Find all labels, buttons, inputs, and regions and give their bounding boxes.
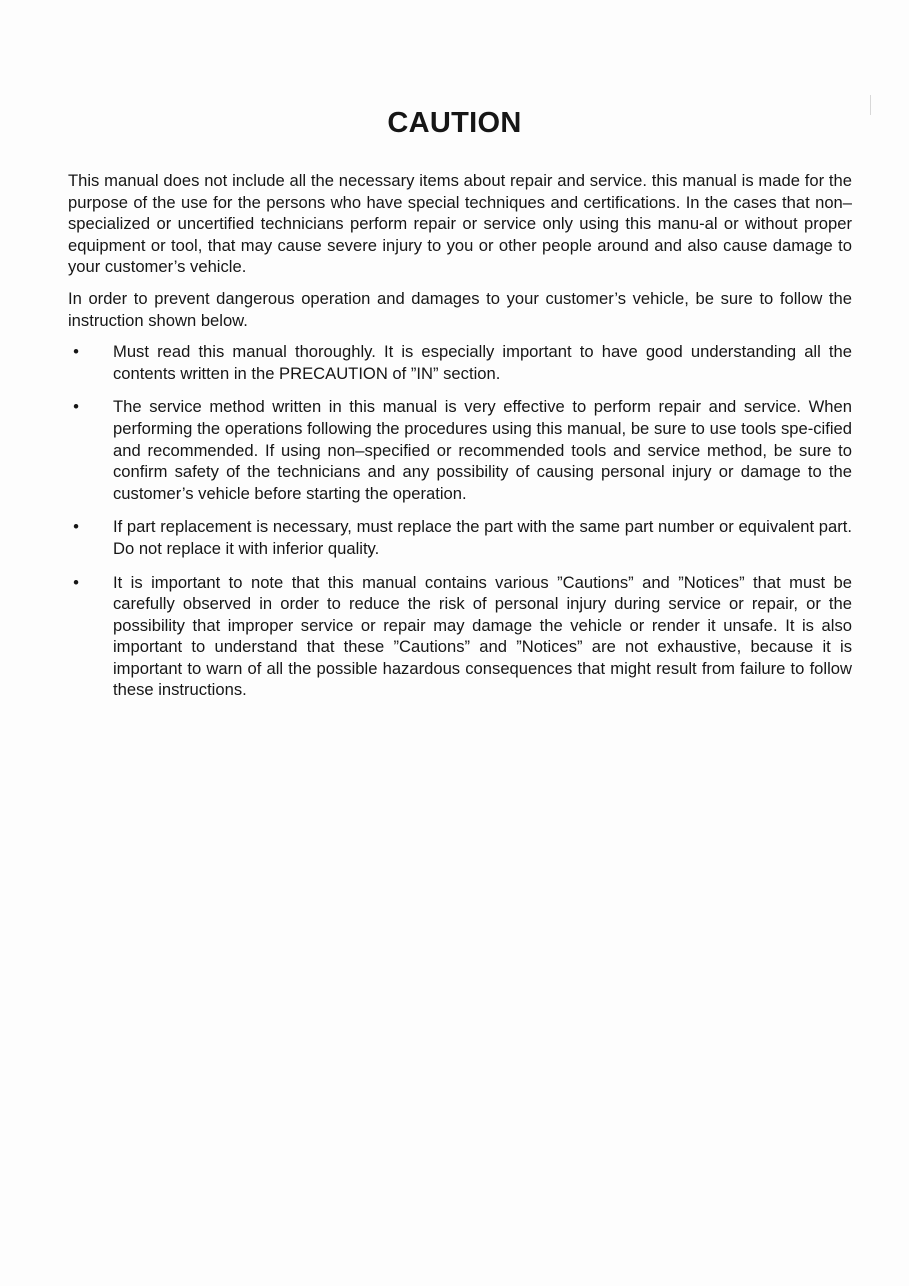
instruction-text: If part replacement is necessary, must replace the part with the same part number or equivalent part. Do not replace it with inferior quality. xyxy=(113,517,852,558)
page-title: CAUTION xyxy=(387,107,522,139)
bullet-icon: • xyxy=(73,342,79,362)
bullet-icon: • xyxy=(73,397,79,417)
bullet-icon: • xyxy=(73,517,79,537)
instruction-text: The service method written in this manual is very effective to perform repair and service. When performing the operations following the procedures using this manual, be sure to use tools spe-cified and recommended. If using non–specified or recommended tools and service method, be sure to confirm safety of the technicians and any possibility of causing personal injury or damage to the customer’s vehicle before starting the operation. xyxy=(113,397,852,503)
bullet-icon: • xyxy=(73,572,79,592)
instruction-item xyxy=(68,516,852,559)
caution-body xyxy=(68,170,852,713)
intro-paragraph-1: This manual does not include all the necessary items about repair and service. this manual is made for the purpose of the use for the persons who have special techniques and certifications. In the cases that non–specialized or uncertified technicians perform repair or service only using this manu-al or without proper equipment or tool, that may cause severe injury to you or other people around and also cause damage to your customer’s vehicle. xyxy=(68,171,852,277)
instruction-item xyxy=(68,572,852,702)
instruction-item xyxy=(68,396,852,504)
instruction-text: It is important to note that this manual contains various ”Cautions” and ”Notices” that must be carefully observed in order to reduce the risk of personal injury during service or repair, or the possibility that improper service or repair may damage the vehicle or render it unsafe. It is also important to understand that these ”Cautions” and ”Notices” are not exhaustive, because it is important to warn of all the possible hazardous consequences that might result from failure to follow these instructions. xyxy=(113,572,852,700)
instruction-text: Must read this manual thoroughly. It is especially important to have good understanding all the contents written in the PRECAUTION of ”IN” section. xyxy=(113,342,852,383)
instruction-list xyxy=(68,341,852,701)
intro-paragraph-2: In order to prevent dangerous operation and damages to your customer’s vehicle, be sure to follow the instruction shown below. xyxy=(68,288,852,330)
instruction-item xyxy=(68,341,852,384)
